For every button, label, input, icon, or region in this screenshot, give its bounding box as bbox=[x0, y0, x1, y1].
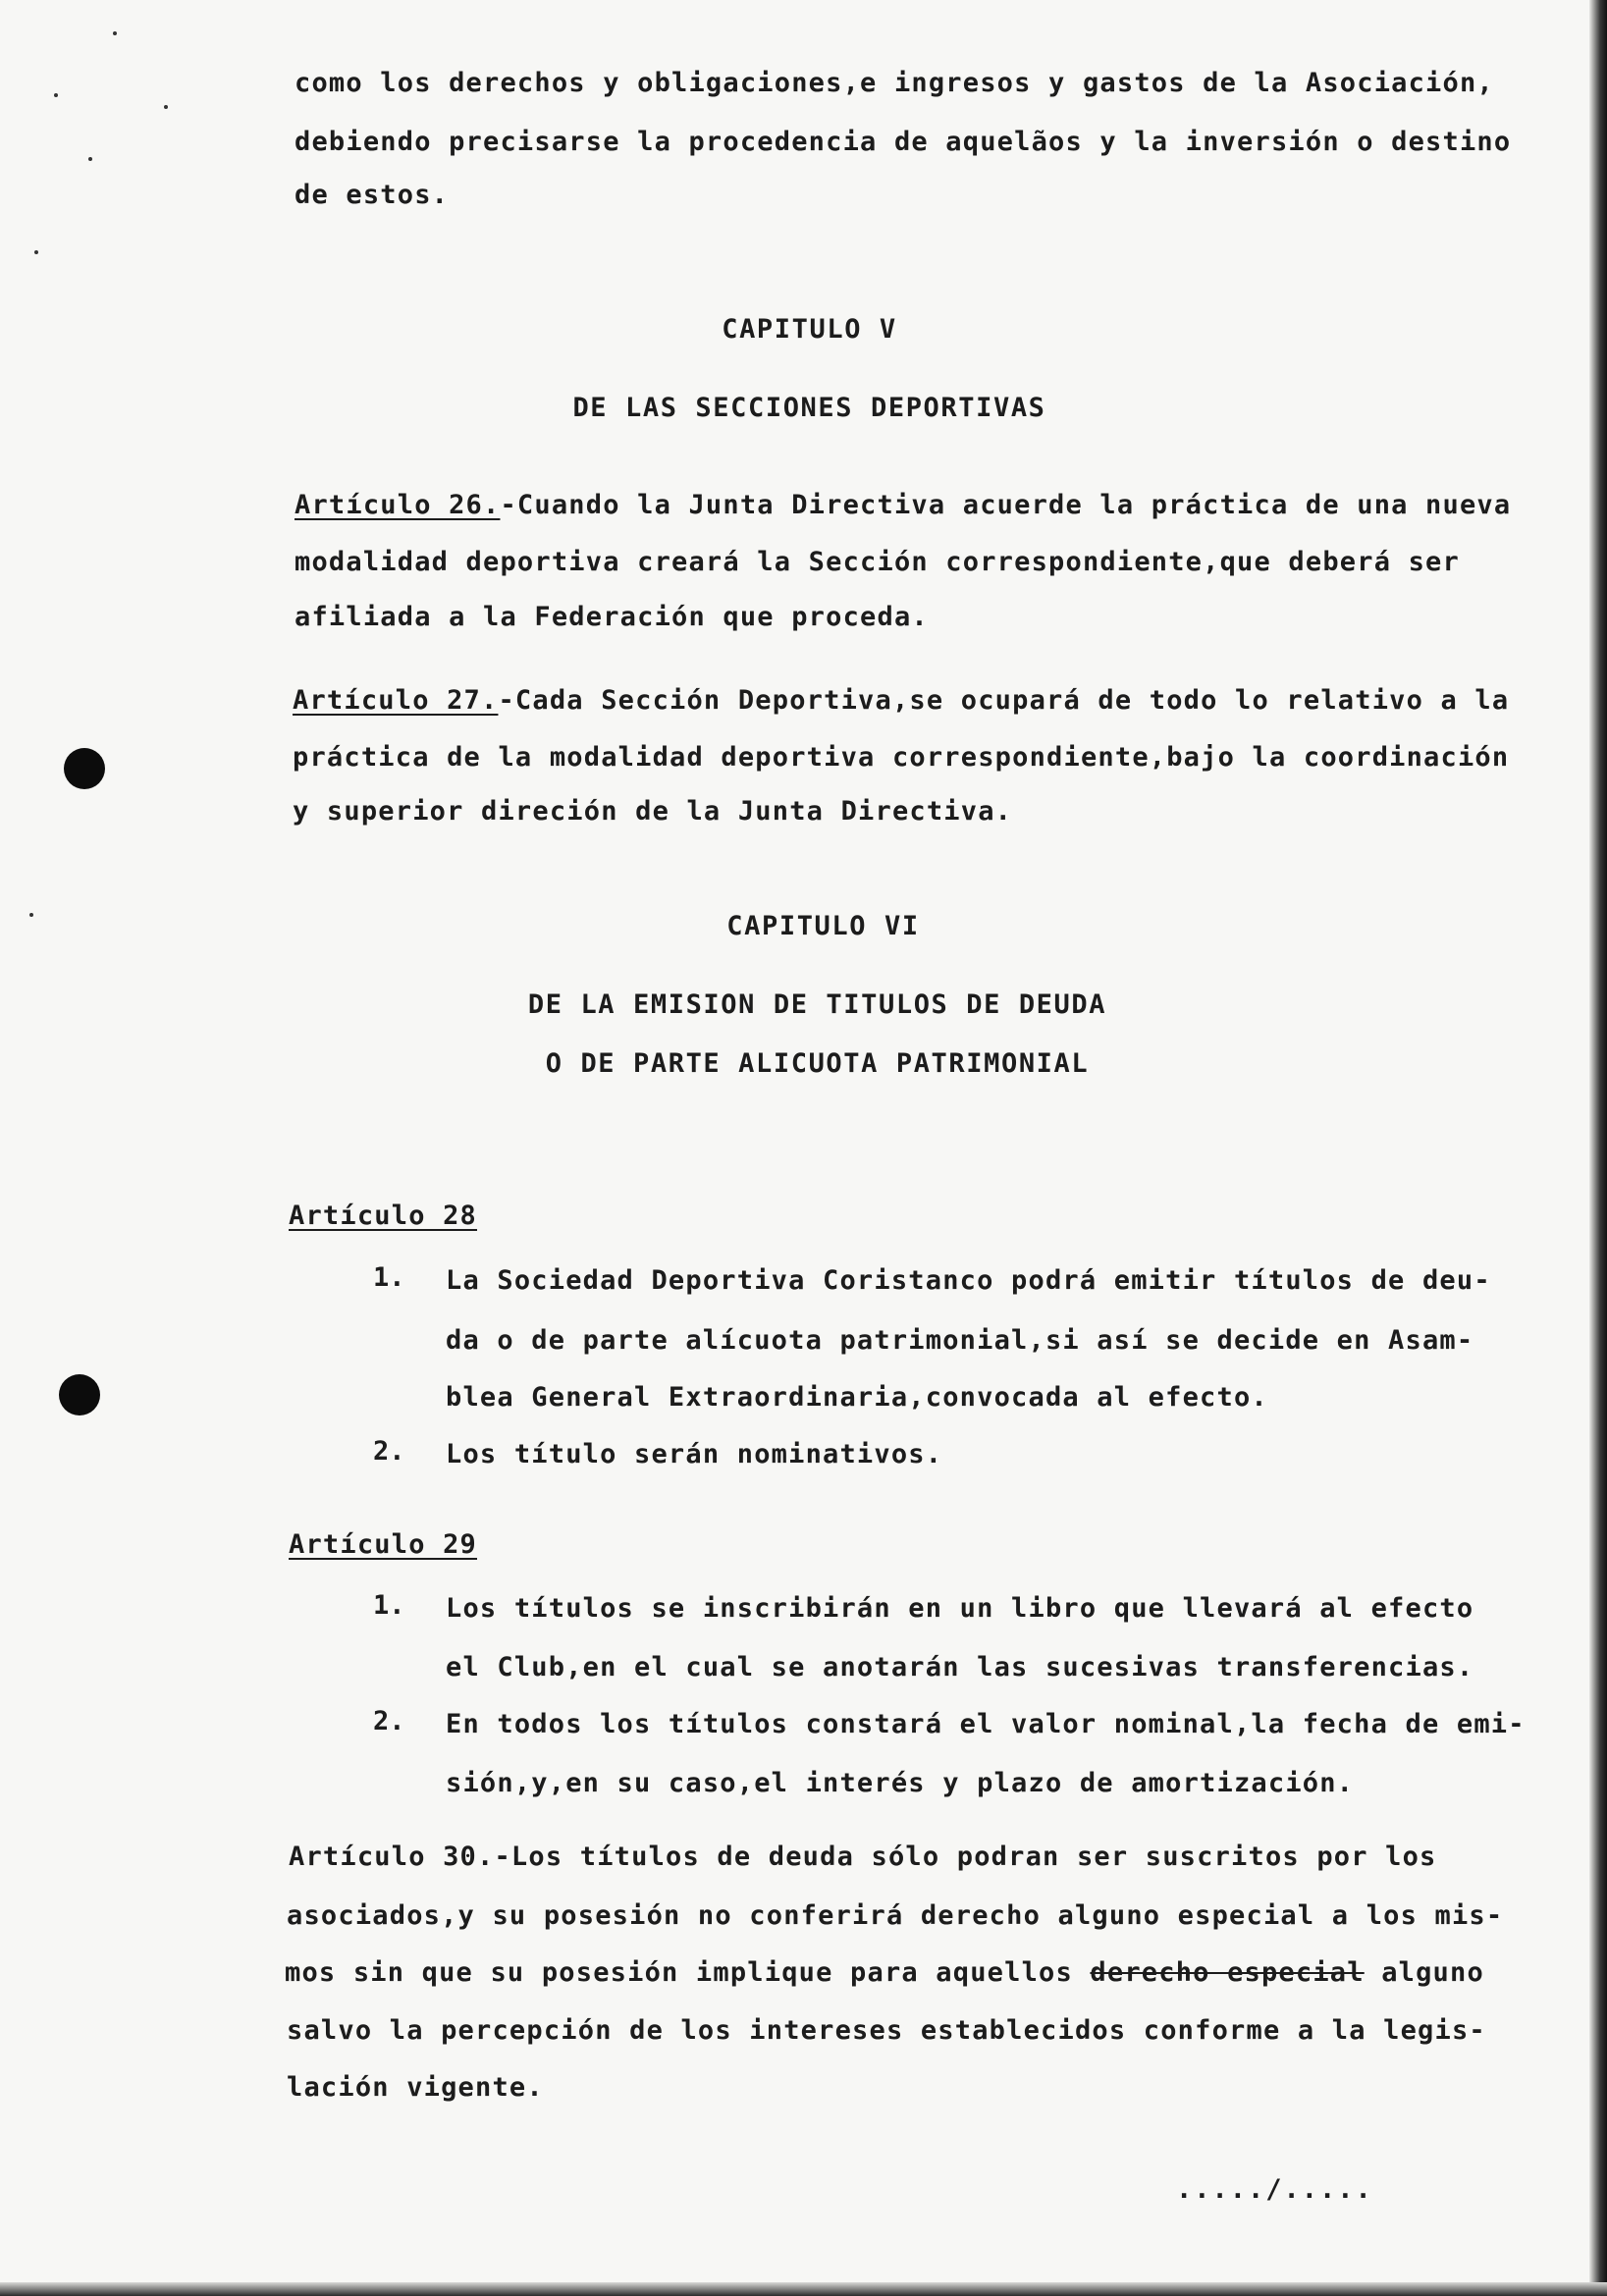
scan-speck bbox=[113, 31, 117, 35]
chapter-5-title: CAPITULO V bbox=[722, 314, 897, 345]
continuation-marker: ...../..... bbox=[1176, 2174, 1373, 2205]
article-30-line-2: asociados,y su posesión no conferirá derecho alguno especial a los mis- bbox=[287, 1900, 1504, 1931]
article-26-line-3: afiliada a la Federación que proceda. bbox=[295, 602, 929, 632]
article-29-item-2-line-2: sión,y,en su caso,el interés y plazo de amortización. bbox=[446, 1768, 1355, 1798]
article-30-text-1: -Los títulos de deuda sólo podran ser suscritos por los bbox=[494, 1842, 1437, 1872]
article-29-item-1-line-1: Los títulos se inscribirán en un libro que llevará al efecto bbox=[446, 1593, 1474, 1624]
article-26-line-2: modalidad deportiva creará la Sección correspondiente,que deberá ser bbox=[295, 547, 1460, 577]
intro-line-2: debiendo precisarse la procedencia de aquelãos y la inversión o destino bbox=[295, 127, 1512, 157]
article-27-line-3: y superior direción de la Junta Directiva. bbox=[293, 796, 1013, 827]
article-27-text-1: -Cada Sección Deportiva,se ocupará de todo lo relativo a la bbox=[498, 685, 1510, 716]
article-30-label: Artículo 30. bbox=[289, 1842, 495, 1872]
article-28-item-2-line-1: Los título serán nominativos. bbox=[446, 1439, 943, 1469]
article-26-text-1: -Cuando la Junta Directiva acuerde la práctica de una nueva bbox=[500, 490, 1512, 520]
article-28-item-2-number: 2. bbox=[373, 1436, 405, 1467]
article-28-label: Artículo 28 bbox=[289, 1201, 478, 1231]
article-28-item-1-number: 1. bbox=[373, 1262, 405, 1293]
scan-speck bbox=[54, 93, 58, 97]
scan-speck bbox=[164, 105, 168, 109]
scan-right-edge bbox=[1589, 0, 1607, 2296]
article-30-line-3 bbox=[285, 1956, 1484, 1990]
article-26-label: Artículo 26. bbox=[295, 490, 501, 520]
article-28-item-1-line-1: La Sociedad Deportiva Coristanco podrá emitir títulos de deu- bbox=[446, 1265, 1491, 1296]
article-30-strikethrough: derecho especial bbox=[1090, 1957, 1365, 1988]
chapter-6-subtitle-2: O DE PARTE ALICUOTA PATRIMONIAL bbox=[545, 1048, 1090, 1079]
article-27-label: Artículo 27. bbox=[293, 685, 499, 716]
article-29-label: Artículo 29 bbox=[289, 1529, 478, 1560]
article-27-line-1 bbox=[293, 684, 1509, 718]
article-30-line-5: lación vigente. bbox=[287, 2072, 544, 2103]
article-28-item-1-line-3: blea General Extraordinaria,convocada al efecto. bbox=[446, 1382, 1268, 1413]
binder-hole-top bbox=[64, 748, 105, 789]
article-26-line-1 bbox=[295, 489, 1511, 522]
article-28-item-1-line-2: da o de parte alícuota patrimonial,si así se decide en Asam- bbox=[446, 1325, 1474, 1356]
article-30-text-3b: alguno bbox=[1381, 1957, 1484, 1988]
intro-line-3: de estos. bbox=[295, 180, 450, 210]
scan-speck bbox=[88, 157, 92, 161]
chapter-6-subtitle-1: DE LA EMISION DE TITULOS DE DEUDA bbox=[527, 989, 1107, 1020]
article-29-item-2-number: 2. bbox=[373, 1706, 405, 1736]
article-29-item-1-number: 1. bbox=[373, 1590, 405, 1621]
article-30-text-3a: mos sin que su posesión implique para aquellos bbox=[285, 1957, 1073, 1988]
article-30-line-1 bbox=[289, 1841, 1437, 1874]
binder-hole-bottom bbox=[59, 1374, 100, 1415]
chapter-5-subtitle: DE LAS SECCIONES DEPORTIVAS bbox=[572, 393, 1046, 423]
scan-speck bbox=[34, 250, 38, 254]
article-29-item-1-line-2: el Club,en el cual se anotarán las sucesivas transferencias. bbox=[446, 1652, 1474, 1682]
intro-line-1: como los derechos y obligaciones,e ingresos y gastos de la Asociación, bbox=[295, 68, 1494, 98]
article-27-line-2: práctica de la modalidad deportiva correspondiente,bajo la coordinación bbox=[293, 742, 1510, 773]
article-30-line-4: salvo la percepción de los intereses establecidos conforme a la legis- bbox=[287, 2015, 1486, 2046]
chapter-6-title: CAPITULO VI bbox=[726, 911, 920, 941]
scan-bottom-edge bbox=[0, 2282, 1607, 2296]
article-29-item-2-line-1: En todos los títulos constará el valor nominal,la fecha de emi- bbox=[446, 1709, 1526, 1739]
